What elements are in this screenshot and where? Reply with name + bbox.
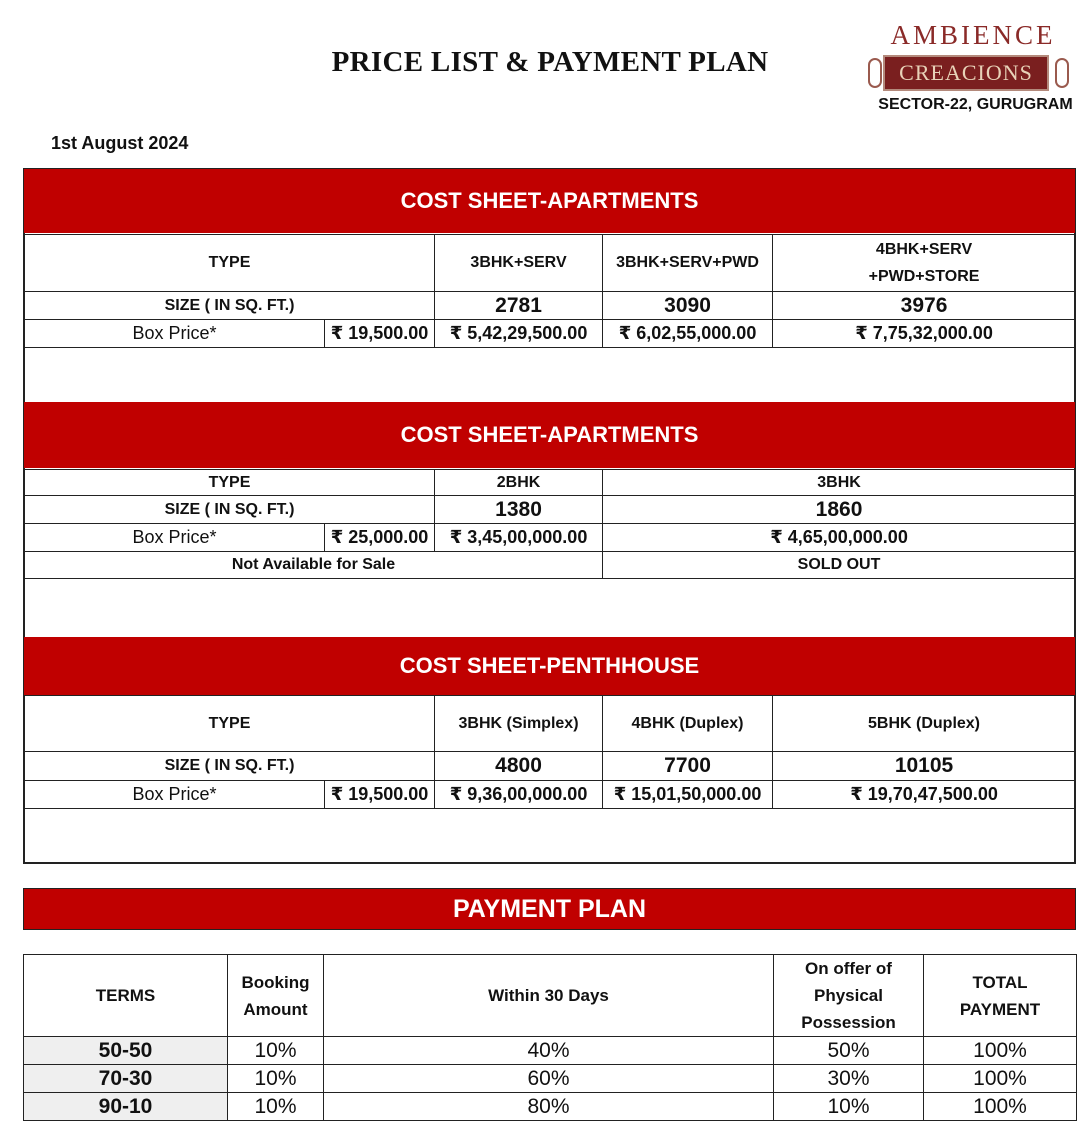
table-row (25, 235, 1076, 292)
unit-price: ₹ 4,65,00,000.00 (603, 524, 1076, 552)
table-row (25, 552, 1076, 579)
unit-price: ₹ 5,42,29,500.00 (435, 320, 603, 348)
unit-size: 3090 (603, 292, 773, 320)
header-line: Amount (243, 999, 308, 1019)
plan-term: 90-10 (24, 1093, 228, 1121)
logo-brand-top: AMBIENCE (890, 20, 1056, 50)
header-line: Booking (241, 972, 310, 992)
unit-type: 5BHK (Duplex) (773, 696, 1076, 752)
header-terms: TERMS (24, 955, 228, 1037)
unit-size: 4800 (435, 752, 603, 781)
header-line: Physical (814, 986, 883, 1005)
plan-booking: 10% (228, 1037, 324, 1065)
unit-type: 3BHK+SERV+PWD (603, 235, 773, 292)
table-row (25, 292, 1076, 320)
rate-per-sqft: ₹ 19,500.00 (325, 320, 435, 348)
unit-type: 2BHK (435, 470, 603, 496)
table-row (24, 1037, 1077, 1065)
plan-within: 40% (324, 1037, 774, 1065)
header-line: PAYMENT (959, 999, 1041, 1019)
header-within: Within 30 Days (324, 955, 774, 1037)
status-badge: Not Available for Sale (25, 552, 603, 579)
table-row (25, 470, 1076, 496)
header-booking (228, 955, 324, 1037)
plan-term: 50-50 (24, 1037, 228, 1065)
type-label: TYPE (25, 235, 435, 292)
size-label: SIZE ( IN SQ. FT.) (25, 292, 435, 320)
box-price-label: Box Price* (25, 320, 325, 348)
plan-total: 100% (924, 1037, 1077, 1065)
unit-size: 7700 (603, 752, 773, 781)
box-price-label: Box Price* (25, 781, 325, 809)
plan-total: 100% (924, 1093, 1077, 1121)
unit-price: ₹ 19,70,47,500.00 (773, 781, 1076, 809)
table-row (25, 496, 1076, 524)
sheet1-table (24, 234, 1076, 348)
plan-within: 60% (324, 1065, 774, 1093)
unit-size: 1380 (435, 496, 603, 524)
table-row (24, 1065, 1077, 1093)
header-possession (774, 955, 924, 1037)
plan-possession: 50% (774, 1037, 924, 1065)
document-date: 1st August 2024 (51, 133, 189, 153)
header-line: Possession (801, 1013, 896, 1032)
plan-booking: 10% (228, 1093, 324, 1121)
box-price-label: Box Price* (25, 524, 325, 552)
unit-type: 3BHK (603, 470, 1076, 496)
size-label: SIZE ( IN SQ. FT.) (25, 752, 435, 781)
table-row (25, 752, 1076, 781)
sheet2-table (24, 469, 1076, 579)
payment-plan-title: PAYMENT PLAN (23, 888, 1076, 930)
unit-type: 4BHK (Duplex) (603, 696, 773, 752)
status-badge: SOLD OUT (603, 552, 1076, 579)
unit-price: ₹ 9,36,00,000.00 (435, 781, 603, 809)
unit-price: ₹ 7,75,32,000.00 (773, 320, 1076, 348)
plan-term: 70-30 (24, 1065, 228, 1093)
plan-booking: 10% (228, 1065, 324, 1093)
unit-size: 1860 (603, 496, 1076, 524)
unit-price: ₹ 3,45,00,000.00 (435, 524, 603, 552)
sheet1-title: COST SHEET-APARTMENTS (24, 169, 1075, 233)
logo-ornament-left-icon (868, 58, 882, 88)
table-row (25, 781, 1076, 809)
plan-possession: 10% (774, 1093, 924, 1121)
unit-size: 10105 (773, 752, 1076, 781)
header-line: On offer of (805, 959, 892, 978)
type-label: TYPE (25, 470, 435, 496)
table-row (25, 524, 1076, 552)
unit-type-line: +PWD+STORE (868, 268, 980, 285)
type-label: TYPE (25, 696, 435, 752)
unit-type: 3BHK+SERV (435, 235, 603, 292)
header-total (924, 955, 1077, 1037)
logo-brand-box: CREACIONS (883, 55, 1049, 91)
unit-price: ₹ 6,02,55,000.00 (603, 320, 773, 348)
sheet2-title: COST SHEET-APARTMENTS (24, 402, 1075, 468)
header-line: TOTAL (972, 972, 1028, 992)
unit-type: 3BHK (Simplex) (435, 696, 603, 752)
sheet3-title: COST SHEET-PENTHHOUSE (24, 637, 1075, 695)
table-row (24, 1093, 1077, 1121)
unit-price: ₹ 15,01,50,000.00 (603, 781, 773, 809)
unit-size: 3976 (773, 292, 1076, 320)
plan-possession: 30% (774, 1065, 924, 1093)
table-row (25, 320, 1076, 348)
size-label: SIZE ( IN SQ. FT.) (25, 496, 435, 524)
table-row (25, 696, 1076, 752)
payment-plan-table (23, 954, 1077, 1121)
logo-location: SECTOR-22, GURUGRAM (878, 96, 1073, 113)
unit-type (773, 235, 1076, 292)
page-title: PRICE LIST & PAYMENT PLAN (331, 46, 769, 78)
plan-total: 100% (924, 1065, 1077, 1093)
rate-per-sqft: ₹ 19,500.00 (325, 781, 435, 809)
rate-per-sqft: ₹ 25,000.00 (325, 524, 435, 552)
unit-size: 2781 (435, 292, 603, 320)
unit-type-line: 4BHK+SERV (875, 241, 973, 258)
sheet3-table (24, 695, 1076, 809)
logo-ornament-right-icon (1055, 58, 1069, 88)
table-row (24, 955, 1077, 1037)
plan-within: 80% (324, 1093, 774, 1121)
